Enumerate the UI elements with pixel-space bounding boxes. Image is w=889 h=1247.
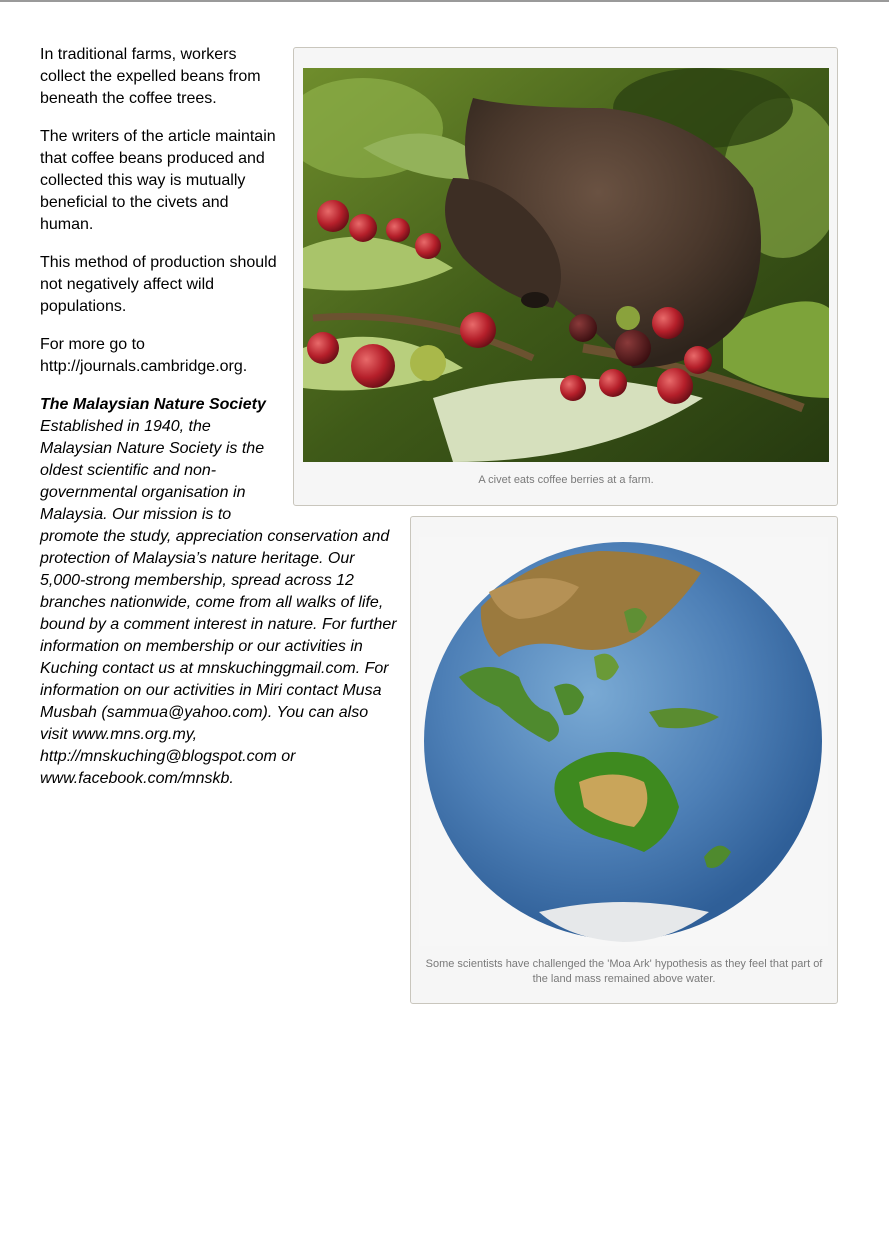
top-rule xyxy=(0,0,889,2)
globe-map xyxy=(419,537,828,946)
paragraph-production: This method of production should not negatively affect wild populations. xyxy=(40,254,277,315)
paragraph-traditional-farms: In traditional farms, workers collect the expelled beans from beneath the coffee trees. xyxy=(40,46,261,107)
civet-photo xyxy=(303,68,829,462)
society-title: The Malaysian Nature Society xyxy=(40,396,266,413)
society-body: promote the study, appreciation conservation and protection of Malaysia’s nature heritage. Our 5,000-strong membership, spread across 12 branches nationwide, come from all walks of life, bound by a comment interest in nature. For further information on membership or our activities in Kuching contact us at mnskuchinggmail.com. For information on our activities in Miri contact Musa Musbah (sammua@yahoo.com). You can also visit www.mns.org.my, http://mnskuching@blogspot.com or www.facebook.com/mnskb. xyxy=(40,528,397,787)
paragraph-more-info: For more go to http://journals.cambridge.org. xyxy=(40,336,248,375)
civet-caption: A civet eats coffee berries at a farm. xyxy=(478,474,654,486)
civet-figure xyxy=(293,47,838,506)
paragraph-writers: The writers of the article maintain that coffee beans produced and collected this way is mutually beneficial to the civets and human. xyxy=(40,128,276,233)
globe-caption: Some scientists have challenged the 'Moa Ark' hypothesis as they feel that part of the land mass remained above water. xyxy=(425,958,823,985)
globe-figure xyxy=(410,516,838,1004)
society-intro: Established in 1940, the Malaysian Nature Society is the oldest scientific and non-governmental organisation in Malaysia. Our mission is to xyxy=(40,418,265,523)
